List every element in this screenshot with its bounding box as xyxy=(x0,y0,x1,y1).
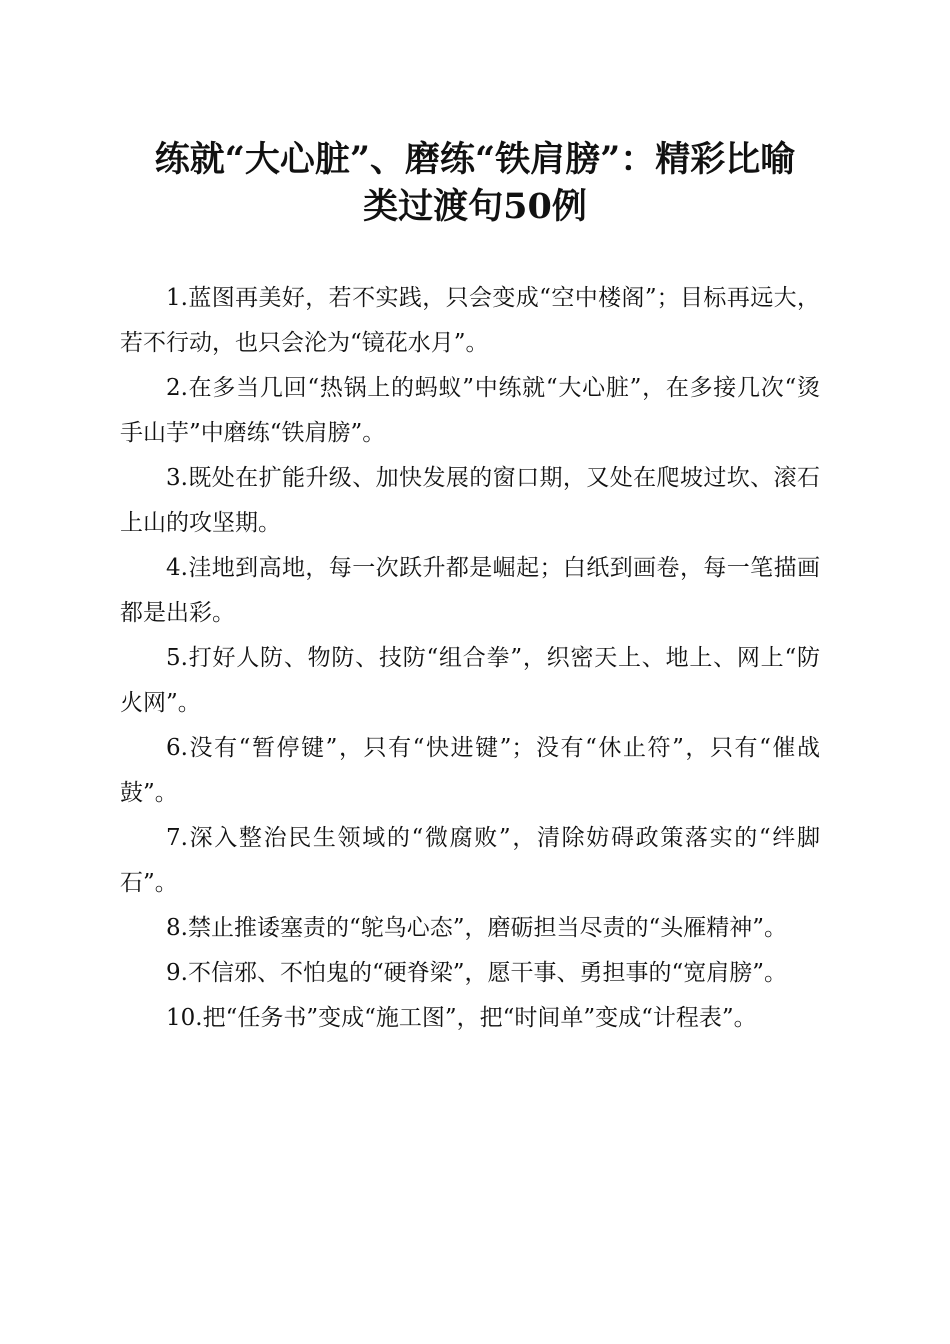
paragraph-10: 10.把“任务书”变成“施工图”，把“时间单”变成“计程表”。 xyxy=(166,1005,757,1031)
title-line-1: 练就“大心脏”、磨练“铁肩膀”：精彩比喻 xyxy=(154,139,796,180)
paragraph-6: 6.没有“暂停键”，只有“快进键”；没有“休止符”，只有“催战鼓”。 xyxy=(120,735,820,806)
paragraph-1: 1.蓝图再美好，若不实践，只会变成“空中楼阁”；目标再远大，若不行动，也只会沦为“镜花水月”。 xyxy=(120,285,820,356)
document-body xyxy=(120,276,820,1041)
paragraph-3: 3.既处在扩能升级、加快发展的窗口期，又处在爬坡过坎、滚石上山的攻坚期。 xyxy=(120,465,820,536)
paragraph-7: 7.深入整治民生领域的“微腐败”，清除妨碍政策落实的“绊脚石”。 xyxy=(120,825,820,896)
paragraph-5: 5.打好人防、物防、技防“组合拳”，织密天上、地上、网上“防火网”。 xyxy=(120,645,820,716)
paragraph-9: 9.不信邪、不怕鬼的“硬脊梁”，愿干事、勇担事的“宽肩膀”。 xyxy=(166,960,787,986)
paragraph-4: 4.洼地到高地，每一次跃升都是崛起；白纸到画卷，每一笔描画都是出彩。 xyxy=(120,555,820,626)
paragraph-2: 2.在多当几回“热锅上的蚂蚁”中练就“大心脏”，在多接几次“烫手山芋”中磨练“铁肩膀”。 xyxy=(120,375,820,446)
title-line-2: 类过渡句50例 xyxy=(363,186,587,227)
paragraph-8: 8.禁止推诿塞责的“鸵鸟心态”，磨砺担当尽责的“头雁精神”。 xyxy=(166,915,787,941)
document-title xyxy=(110,136,840,230)
